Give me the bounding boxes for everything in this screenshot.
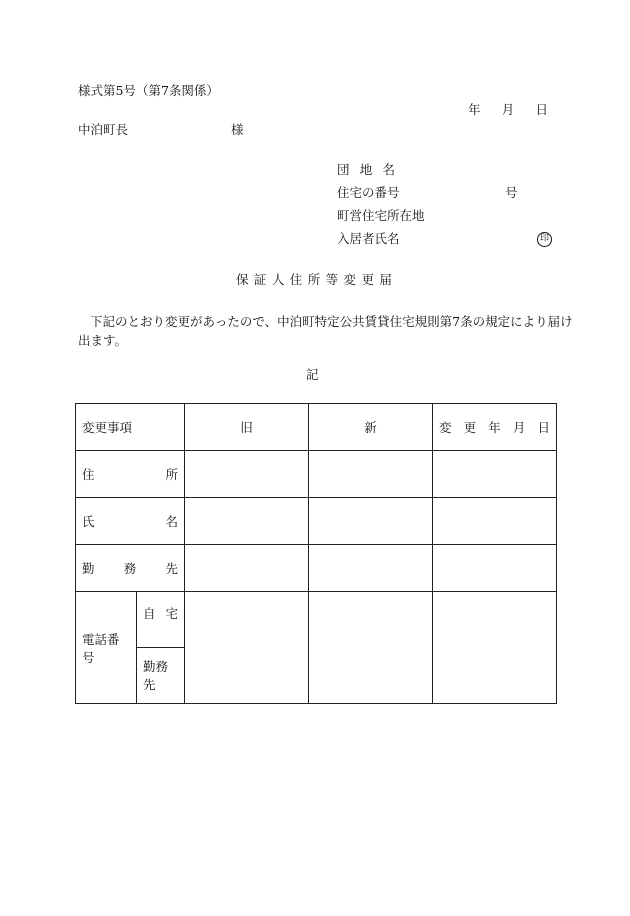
title-char: 人	[271, 272, 285, 287]
address-old-cell[interactable]	[185, 451, 309, 498]
workplace-new-cell[interactable]	[309, 545, 433, 592]
body-text: 下記のとおり変更があったので、中泊町特定公共賃貸住宅規則第7条の規定により届け出ます。	[78, 314, 573, 348]
row-label-char: 先	[165, 561, 178, 576]
header-date-char: 月	[512, 420, 526, 435]
date-year: 年	[468, 102, 481, 117]
title-char: 等	[325, 272, 339, 287]
name-old-cell[interactable]	[185, 498, 309, 545]
title-char: 証	[253, 272, 267, 287]
row-label-address	[76, 451, 185, 498]
form-number: 様式第5号（第7条関係）	[78, 83, 219, 98]
title-char: 更	[361, 272, 374, 287]
addressee-suffix: 様	[231, 122, 244, 137]
resident-name-label: 入居者氏名	[337, 231, 400, 246]
name-date-cell[interactable]	[433, 498, 557, 545]
row-label-char: 自	[143, 606, 156, 621]
header-date-char: 変	[439, 420, 452, 435]
danchi-label	[337, 164, 395, 177]
seal-mark: 印	[537, 232, 552, 247]
title-char: 住	[289, 272, 303, 287]
address-new-cell[interactable]	[309, 451, 433, 498]
danchi-char: 団	[337, 162, 350, 177]
date-month: 月	[501, 102, 515, 117]
document-title	[236, 274, 392, 287]
name-new-cell[interactable]	[309, 498, 433, 545]
table-header-row	[76, 404, 557, 451]
table-row-name	[76, 498, 557, 545]
location-label: 町営住宅所在地	[337, 208, 425, 223]
date-line	[468, 104, 548, 117]
phone-old-cell[interactable]	[185, 592, 309, 704]
row-label-char: 務	[123, 561, 137, 576]
row-label-char: 宅	[165, 606, 178, 621]
house-number-label: 住宅の番号	[337, 185, 400, 200]
phone-work-label: 勤務先	[137, 648, 185, 704]
addressee: 中泊町長	[78, 122, 129, 137]
workplace-old-cell[interactable]	[185, 545, 309, 592]
header-new: 新	[309, 404, 433, 451]
row-label-name	[76, 498, 185, 545]
title-char: 変	[343, 272, 357, 287]
phone-new-cell[interactable]	[309, 592, 433, 704]
row-label-char: 住	[82, 467, 95, 482]
table-row-address	[76, 451, 557, 498]
row-label-workplace	[76, 545, 185, 592]
danchi-char: 地	[359, 162, 373, 177]
ki-heading: 記	[306, 367, 319, 382]
phone-date-cell[interactable]	[433, 592, 557, 704]
workplace-date-cell[interactable]	[433, 545, 557, 592]
row-label-char: 名	[165, 514, 178, 529]
row-label-char: 氏	[82, 514, 95, 529]
title-char: 保	[236, 272, 249, 287]
header-date-char: 年	[488, 420, 501, 435]
danchi-char: 名	[382, 162, 395, 177]
table-row-workplace	[76, 545, 557, 592]
title-char: 所	[307, 272, 321, 287]
header-item: 変更事項	[76, 404, 185, 451]
phone-home-label	[137, 592, 185, 648]
title-char: 届	[379, 272, 392, 287]
table-row-phone-home	[76, 592, 557, 648]
house-number-suffix: 号	[505, 185, 518, 200]
header-date-char: 日	[537, 420, 550, 435]
change-table	[75, 403, 557, 704]
address-date-cell[interactable]	[433, 451, 557, 498]
row-label-char: 所	[165, 467, 178, 482]
header-date-char: 更	[463, 420, 477, 435]
header-date	[433, 404, 557, 451]
row-label-char: 勤	[82, 561, 95, 576]
row-label-phone: 電話番号	[76, 592, 137, 704]
date-day: 日	[535, 102, 548, 117]
header-old: 旧	[185, 404, 309, 451]
